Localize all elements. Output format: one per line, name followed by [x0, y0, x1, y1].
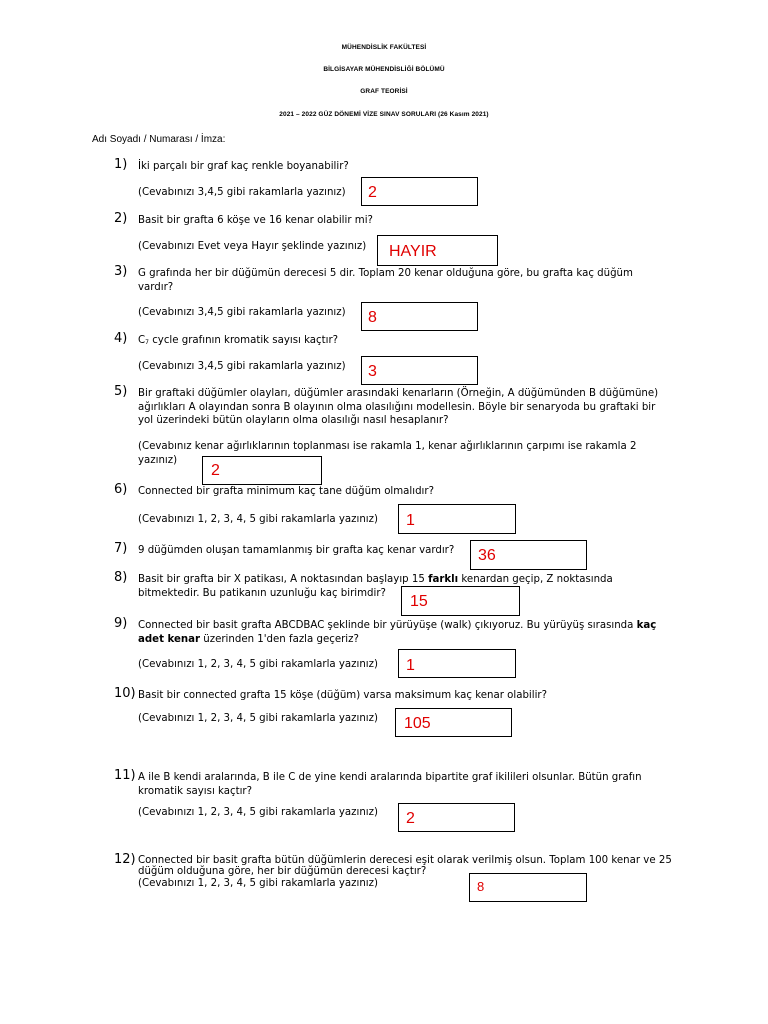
answer-hint: (Cevabınızı 1, 2, 3, 4, 5 gibi rakamlarla yazınız) [138, 659, 378, 670]
answer-hint: (Cevabınızı 1, 2, 3, 4, 5 gibi rakamlarla yazınız) [138, 807, 378, 818]
faculty-title: MÜHENDİSLİK FAKÜLTESİ [341, 44, 427, 51]
answer-hint: (Cevabınızı Evet veya Hayır şeklinde yazınız) [138, 241, 367, 252]
answer-box[interactable] [398, 649, 516, 678]
answer-hint: (Cevabınızı 1, 2, 3, 4, 5 gibi rakamlarla yazınız) [138, 878, 378, 889]
answer-value: 2 [406, 810, 415, 827]
question-text: A ile B kendi aralarında, B ile C de yine kendi aralarında bipartite graf ikilileri olsunlar. Bütün grafın kromatik sayısı kaçtır? [138, 772, 642, 797]
answer-box[interactable] [202, 456, 322, 485]
department-title: BİLGİSAYAR MÜHENDİSLİĞİ BÖLÜMÜ [323, 66, 445, 73]
question-number: 8) [114, 570, 128, 585]
question-text: Basit bir grafta bir X patikası, A noktasından başlayıp 15 farklı kenardan geçip, Z noktasında bitmektedir. Bu patikanın uzunluğu kaç birimdir? [138, 574, 613, 599]
question-number: 6) [114, 482, 128, 497]
answer-value: 8 [368, 309, 377, 326]
question-text: G grafında her bir düğümün derecesi 5 dir. Toplam 20 kenar olduğuna göre, bu grafta kaç düğüm vardır? [138, 268, 633, 293]
answer-hint: (Cevabınız kenar ağırlıklarının toplanması ise rakamla 1, kenar ağırlıklarının çarpımı ise rakamla 2 yazınız) [138, 441, 637, 466]
answer-box[interactable] [469, 873, 587, 902]
question-number: 2) [114, 211, 128, 226]
answer-value: 15 [410, 593, 428, 610]
question-text: Connected bir basit grafta ABCDBAC şeklinde bir yürüyüşe (walk) çıkıyoruz. Bu yürüyüş sırasında kaç adet kenar üzerinden 1'den fazla geçeriz? [138, 620, 657, 645]
question-text: İki parçalı bir graf kaç renkle boyanabilir? [138, 161, 349, 172]
question-number: 7) [114, 541, 128, 556]
course-title: GRAF TEORİSİ [360, 88, 408, 95]
question-number: 10) [114, 686, 136, 701]
answer-value: 2 [211, 462, 220, 479]
question-number: 5) [114, 384, 128, 399]
question-text: 9 düğümden oluşan tamamlanmış bir grafta kaç kenar vardır? [138, 545, 455, 556]
answer-box[interactable] [398, 803, 515, 832]
answer-hint: (Cevabınızı 1, 2, 3, 4, 5 gibi rakamlarla yazınız) [138, 713, 378, 724]
answer-value: 1 [406, 657, 415, 674]
exam-title: 2021 – 2022 GÜZ DÖNEMİ VİZE SINAV SORULARI (26 Kasım 2021) [279, 111, 489, 118]
student-name-field: Adı Soyadı / Numarası / İmza: [92, 134, 226, 145]
answer-hint: (Cevabınızı 3,4,5 gibi rakamlarla yazınız) [138, 307, 346, 318]
answer-value: 105 [404, 715, 431, 732]
answer-hint: (Cevabınızı 3,4,5 gibi rakamlarla yazınız) [138, 361, 346, 372]
question-number: 11) [114, 768, 136, 783]
question-text: $C_7$ cycle grafının kromatik sayısı kaçtır? [138, 335, 339, 346]
question-text: Basit bir grafta 6 köşe ve 16 kenar olabilir mi? [138, 215, 373, 226]
answer-hint: (Cevabınızı 3,4,5 gibi rakamlarla yazınız) [138, 187, 346, 198]
question-number: 1) [114, 157, 128, 172]
answer-value: HAYIR [389, 243, 437, 260]
question-number: 4) [114, 331, 128, 346]
question-number: 12) [114, 852, 136, 867]
answer-value: 3 [368, 363, 377, 380]
answer-value: 1 [406, 512, 415, 529]
question-text: Bir graftaki düğümler olayları, düğümler arasındaki kenarların (Örneğin, A düğümünden B düğümüne) ağırlıkları A olayından sonra B olayının olma olasılığını modellesin. Böyle bir senaryoda bu graftaki bir yol üzerindeki bütün olayların olma olasılığı nasıl hesaplanır? [138, 388, 659, 426]
answer-value: 2 [368, 184, 377, 201]
answer-box[interactable] [361, 177, 478, 206]
answer-hint: (Cevabınızı 1, 2, 3, 4, 5 gibi rakamlarla yazınız) [138, 514, 378, 525]
question-text: Connected bir basit grafta bütün düğümlerin derecesi eşit olarak verilmiş olsun. Toplam 100 kenar ve 25 düğüm olduğuna göre, her bir düğümün derecesi kaçtır? [138, 855, 672, 877]
answer-value: 8 [477, 879, 485, 894]
answer-box[interactable] [361, 302, 478, 331]
answer-value: 36 [478, 547, 496, 564]
answer-box[interactable] [361, 356, 478, 385]
answer-box[interactable] [398, 504, 516, 534]
question-number: 3) [114, 264, 128, 279]
question-number: 9) [114, 616, 128, 631]
question-text: Basit bir connected grafta 15 köşe (düğüm) varsa maksimum kaç kenar olabilir? [138, 690, 548, 701]
question-text: Connected bir grafta minimum kaç tane düğüm olmalıdır? [138, 486, 434, 497]
